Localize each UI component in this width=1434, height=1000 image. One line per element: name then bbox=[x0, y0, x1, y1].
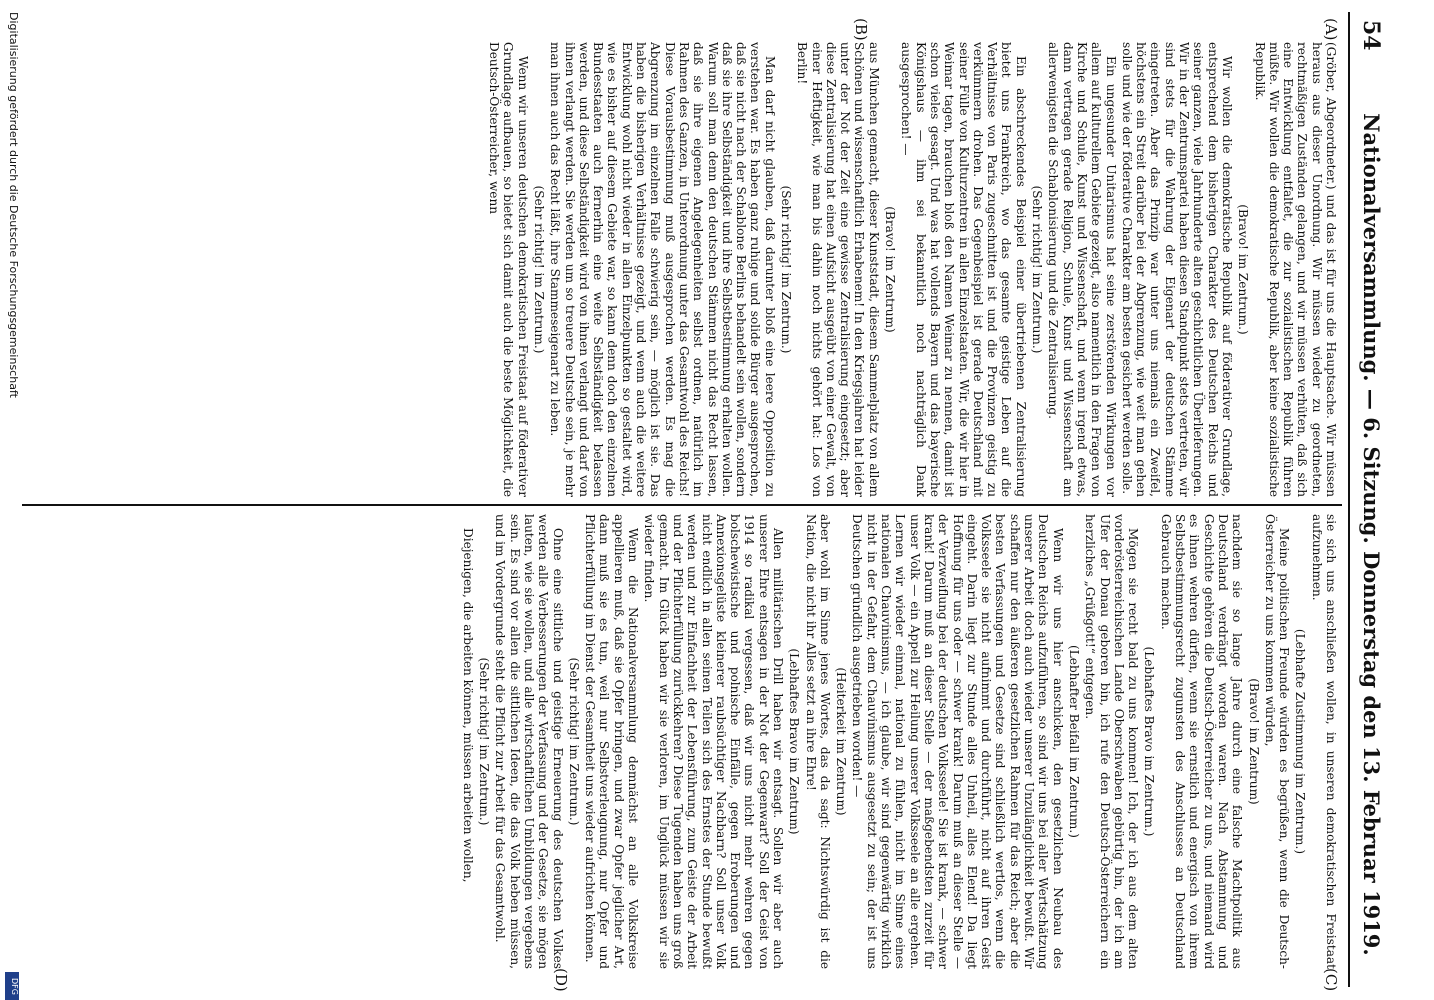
paragraph: Ein ungesunder Unitarismus hat seine zerstörenden Wirkungen vor allem auf kulturellem Gebiete gezeigt, also namentlich in den Fragen von Kirche und Schule, Kunst und Wissenschaft, und wenn irgend etwas, dann vertragen gerade Religion, Schule, Kunst und Wissenschaft am allerwenigsten die Schablonisierung und die Zentralisierung. bbox=[1046, 42, 1118, 497]
paragraph: Diejenigen, die arbeiten können, müssen arbeiten wollen, bbox=[460, 528, 475, 883]
paragraph: aber wohl im Sinne jenes Wortes, das da sagt: Nichtswürdig ist die Nation, die nicht ihr Alles setzt an ihre Ehre! bbox=[803, 514, 832, 969]
paragraph: Ein abschreckendes Beispiel einer übertriebenen Zentralisierung bietet uns Frankreich, wo das gesamte geistige Leben auf die Verhältnisse von Paris zugeschnitten ist und die Provinzen geistig zu verkümmern drohen. Das Gegenbeispiel ist gerade Deutschland mit seiner Fülle von Kulturzentren in allen Einzelstaaten. Wir, die wir hier in Weimar tagen, brauchen bloß den Namen Weimar zu nennen, damit ist schon vieles gesagt. Und was hat vollends Bayern und das bayerische Königshaus — ihm sei bekanntlich noch nachträglich Dank ausgesprochen! — bbox=[899, 42, 1028, 497]
stage-direction: (Lebhaftes Bravo im Zentrum) bbox=[787, 648, 802, 835]
footer bbox=[2, 12, 22, 995]
footer-credit: Digitalisierung gefördert durch die Deutsche Forschungsgemeinschaft bbox=[7, 12, 20, 398]
dfg-logo: DFG bbox=[5, 972, 19, 1000]
stage-direction: (Bravo! im Zentrum) bbox=[883, 206, 898, 333]
paragraph: Wenn wir uns hier anschicken, den gesetzlichen Neubau des Deutschen Reichs aufzuführen, so sind wir uns bei aller Wertschätzung unserer Arbeit doch auch wieder unserer Unzulänglichkeit bewußt. Wir schaffen nur den äußeren gesetzlichen Rahmen für das Reich; aber die besten Verfassungen und Gesetze sind schließlich wertlos, wenn die Volksseele sie nicht aufnimmt und durchführt, nicht auf ihren Geist eingeht. Darin liegt zur Stunde alles Unheil, alles Elend! Da liegt Hoffnung für uns oder — schwer krank! Darum muß an dieser Stelle — der Verzweiflung bei der deutschen Volksseele! Sie ist krank, — schwer krank! Darum muß an dieser Stelle — der maßgebendsten zurzeit für unser Volk — ein Appell zur Heilung unserer Volksseele an alle ergehen. Lernen wir wieder einmal, national zu fühlen, nicht im Sinne eines nationalen Chauvinismus, — ich glaube, wir sind gegenwärtig wirklich nicht in der Gefahr, dem Chauvinismus ausgesetzt zu sein; der ist uns Deutschen gründlich ausgetrieben worden! — bbox=[850, 514, 1065, 969]
stage-direction: (Heiterkeit im Zentrum) bbox=[834, 667, 849, 816]
paragraph: Meine politischen Freunde würden es begrüßen, wenn die Deutsch-Österreicher zu uns kommen würden, bbox=[1262, 514, 1292, 969]
margin-letter-c: (C) bbox=[1322, 968, 1340, 992]
paragraph: Allen militärischen Drill haben wir entsagt. Sollen wir aber auch unserer Ehre entsagen in der Not der Gegenwart? Soll der Geist von 1914 so radikal vergessen, daß wir uns nicht mehr wehren gegen bolschewistische und polnische Einfälle, gegen Eroberungen und Annexionsgelüste kleinerer raubsüchtiger Nachbarn? Soll unser Volk nicht endlich in allen seinen Teilen sich des Ernstes der Stunde bewußt werden und zur Einfachheit der Lebensführung, zum Geiste der Arbeit und der Pflichterfüllung zurückkehren? Diese Tugenden haben uns groß gemacht. Im Glück haben wir sie verloren, im Unglück müssen wir sie wieder finden. bbox=[642, 514, 786, 969]
header-rule bbox=[1348, 12, 1350, 987]
paragraph: Wir wollen die demokratische Republik auf föderativer Grundlage, entsprechend dem bisherigen Charakter des Deutschen Reichs und seiner ganzen, viele Jahrhunderte alten geschichtlichen Überlieferungen. Wir in der Zentrumspartei haben diesen Standpunkt stets vertreten, wir sind stets für die Wahrung der Eigenart der deutschen Stämme eingetreten. Aber das Prinzip war unter uns niemals ein Zweifel, höchstens ein Streit darüber bei der Abgrenzung, wie weit man gehen solle und wie der föderative Charakter am besten gesichert werden solle. bbox=[1119, 42, 1234, 497]
margin-letter-d: (D) bbox=[552, 968, 570, 992]
page-title: Nationalversammlung. — 6. Sitzung. Donnerstag den 13. Februar 1919. bbox=[1359, 113, 1384, 956]
margin-letter-b: (B) bbox=[852, 18, 870, 41]
paragraph: Wenn die Nationalversammlung demnächst an alle Volkskreise appellieren muß, daß sie Opfer bringen, und zwar Opfer jeglicher Art, dann muß sie es tun, weil nur Selbstverleugnung, nur Opfer und Pflichterfüllung im Dienst der Gesamtheit uns wieder aufrichten können. bbox=[583, 514, 641, 969]
paragraph: Ohne eine sittliche und geistige Erneuerung des deutschen Volkes werden alle Verbesserungen der Verfassung und der Gesetze, sie mögen lauten, wie sie wollen, und alle wirtschaftlichen Umbildungen vergebens sein. Es sind vor allen die sittlichen Ideen, die das Volk heben müssen, und im Vordergrunde steht die Pflicht zur Arbeit für das Gesamtwohl. bbox=[493, 514, 565, 969]
paragraph: Mögen sie recht bald zu uns kommen! Ich, der ich aus dem alten vorderösterreichischen Lande Oberschwaben gebürtig bin, der ich am Ufer der Donau geboren bin, ich rufe den Deutsch-Österreichern ein herzliches „Grüßgott!“ entgegen. bbox=[1083, 514, 1141, 969]
stage-direction: (Lebhafte Zustimmung im Zentrum.) bbox=[1293, 628, 1308, 855]
paragraph: nachdem sie so lange Jahre durch eine falsche Machtpolitik aus Deutschland verdrängt worden waren. Nach Abstammung und Geschichte gehören die Deutsch-Österreicher zu uns, und niemand wird es ihnen wehren dürfen, wenn sie ernstlich und energisch von ihrem Selbstbestimmungsrecht zugunsten des Anschlusses an Deutschland Gebrauch machen. bbox=[1158, 514, 1245, 969]
left-column bbox=[18, 42, 1338, 497]
stage-direction: (Bravo! im Zentrum.) bbox=[1236, 204, 1251, 335]
stage-direction: (Sehr richtig! im Zentrum.) bbox=[1030, 185, 1045, 354]
paragraph: sie sich uns anschließen wollen, in unseren demokratischen Freistaat aufzunehmen. bbox=[1309, 514, 1338, 969]
rotated-page bbox=[10, 12, 1390, 992]
stage-direction: (Lebhafter Beifall im Zentrum.) bbox=[1066, 645, 1081, 838]
stage-direction: (Sehr richtig! im Zentrum.) bbox=[477, 657, 492, 826]
stage-direction: (Sehr richtig! im Zentrum.) bbox=[566, 657, 581, 826]
column-divider bbox=[22, 504, 1342, 506]
paragraph: aus München gemacht, dieser Kunststadt, diesem Sammelplatz von allem Schönen und wissenschaftlich Erhabenem! In den Kriegsjahren hat leider unter der Not der Zeit eine gewisse Zentralisierung eingesetzt; aber diese Zentralisierung hat einen Aufsicht ausgeübt von einer Gewalt, von einer Heftigkeit, wie man bis dahin noch nichts gehört hat: Los von Berlin! bbox=[795, 42, 881, 497]
paragraph: (Gröber, Abgeordneter.) und das ist für uns die Hauptsache. Wir müssen heraus aus dieser Unordnung. Wir müssen wieder zu geordneten, rechtmäßigen Zuständen gelangen, und wir müssen verhüten, daß sich eine Entwicklung entfaltet, die zur sozialistischen Republik führen müßte. Wir wollen die demokratische Republik, aber keine sozialistische Republik. bbox=[1252, 42, 1338, 497]
stage-direction: (Bravo! im Zentrum) bbox=[1246, 678, 1261, 805]
stage-direction: (Sehr richtig! im Zentrum.) bbox=[779, 185, 794, 354]
paragraph: Wenn wir unseren deutschen demokratischen Freistaat auf föderativer Grundlage aufbauen, so bietet sich damit auch die beste Möglichkeit, die Deutsch-Österreicher, wenn bbox=[487, 42, 530, 497]
margin-letter-a: (A) bbox=[1322, 18, 1340, 41]
stage-direction: (Sehr richtig! im Zentrum.) bbox=[531, 185, 546, 354]
page-number: 54 bbox=[1358, 20, 1384, 51]
page-header bbox=[1350, 12, 1390, 987]
right-column bbox=[18, 514, 1338, 969]
stage-direction: (Lebhaftes Bravo im Zentrum.) bbox=[1142, 646, 1157, 837]
paragraph: Man darf nicht glauben, daß darunter bloß eine leere Opposition zu verstehen war. Es haben ganz ruhige und solide Bürger ausgesprochen, daß sie nicht nach der Schablone Berlins behandelt sein wollen, sondern daß sie ihre Selbständigkeit und ihre Selbstbestimmung erhalten wollen. Warum soll man denn den deutschen Stämmen nicht das Recht lassen, daß sie ihre eigenen Angelegenheiten selbst ordnen, natürlich im Rahmen des Ganzen, in Unterordnung unter das Gesamtwohl des Reichs! Diese Vorausbestimmung muß ausgesprochen werden. Es mag die Abgrenzung im einzelnen Falle schwierig sein, — möglich ist sie. Das haben die bisherigen Verhältnisse gezeigt, und wenn auch die weitere Entwicklung wohl nicht wieder in allen Einzelpunkten so gestaltet wird, wie es bisher auf diesem Gebiete war, so kann denn doch den einzelnen Bundesstaaten auch fernerhin eine weite Selbständigkeit belassen werden, und diese Selbständigkeit wird von ihnen verlangt und darf von ihnen verlangt werden. Sie werden um so treuere Deutsche sein, je mehr man ihnen auch das Recht läßt, ihre Stammeseigenart zu leben. bbox=[548, 42, 777, 497]
